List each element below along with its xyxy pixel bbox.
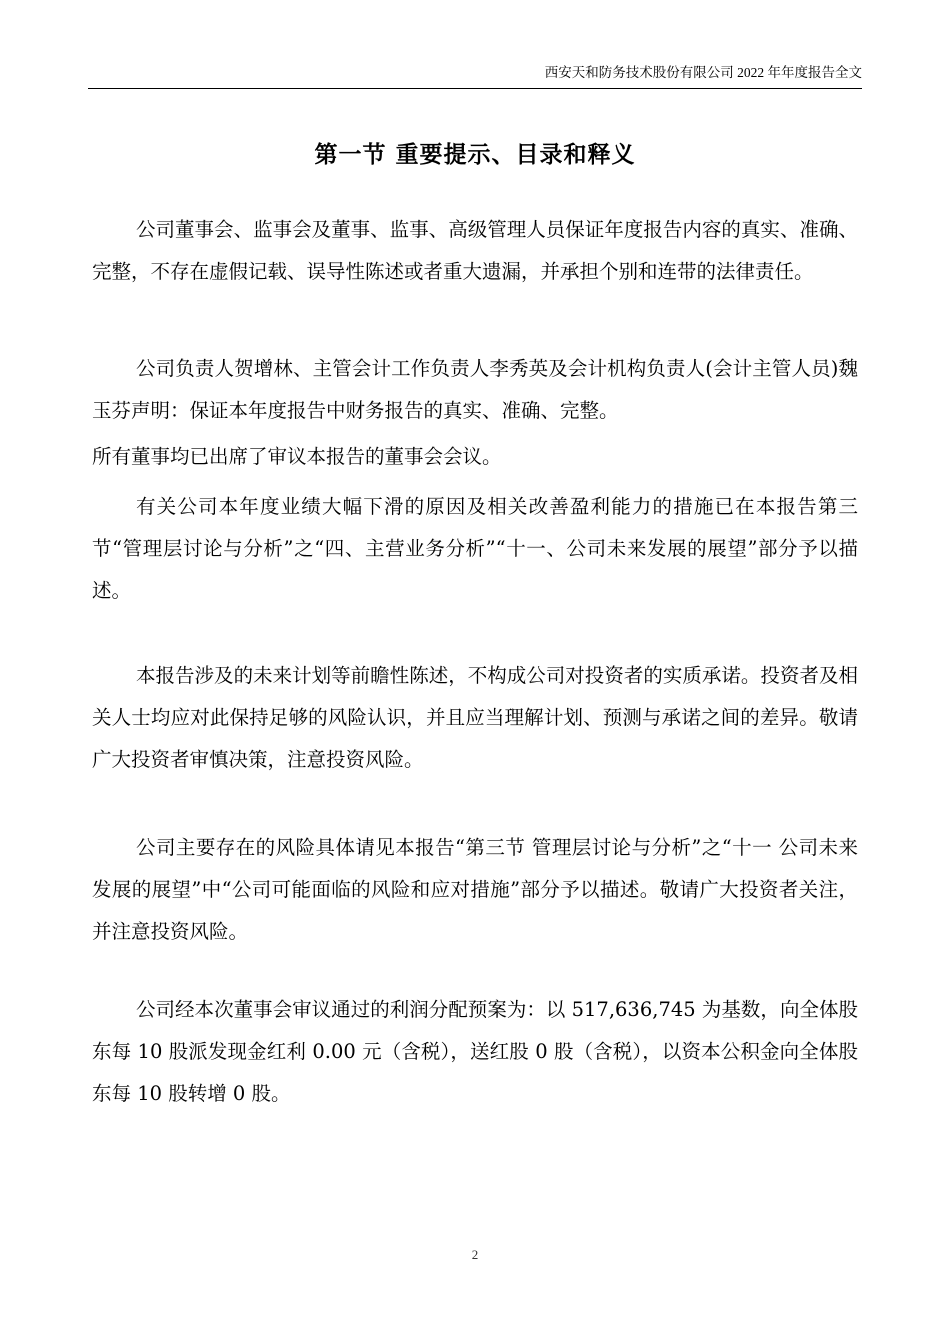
paragraph-directors-attendance: 所有董事均已出席了审议本报告的董事会会议。 xyxy=(92,445,502,468)
section-title: 第一节 重要提示、目录和释义 xyxy=(314,141,636,168)
paragraph-profit-distribution: 公司经本次董事会审议通过的利润分配预案为：以 517,636,745 为基数，向全体股东每 10 股派发现金红利 0.00 元（含税），送红股 0 股（含税），以资本公积金向全体股东每 10 股转增 0 股。 xyxy=(92,998,858,1105)
page-number: 2 xyxy=(471,1247,479,1262)
paragraph-board-guarantee: 公司董事会、监事会及董事、监事、高级管理人员保证年度报告内容的真实、准确、完整，不存在虚假记载、误导性陈述或者重大遗漏，并承担个别和连带的法律责任。 xyxy=(92,218,858,283)
paragraph-responsible-persons: 公司负责人贺增林、主管会计工作负责人李秀英及会计机构负责人(会计主管人员)魏玉芬声明：保证本年度报告中财务报告的真实、准确、完整。 xyxy=(92,357,858,422)
running-header: 西安天和防务技术股份有限公司 2022 年年度报告全文 xyxy=(544,65,862,80)
paragraph-risk-notice: 公司主要存在的风险具体请见本报告“第三节 管理层讨论与分析”之“十一 公司未来发展的展望”中“公司可能面临的风险和应对措施”部分予以描述。敬请广大投资者关注，并注意投资风险。 xyxy=(92,836,858,943)
paragraph-forward-looking: 本报告涉及的未来计划等前瞻性陈述，不构成公司对投资者的实质承诺。投资者及相关人士均应对此保持足够的风险认识，并且应当理解计划、预测与承诺之间的差异。敬请广大投资者审慎决策，注意投资风险。 xyxy=(92,664,858,771)
header-divider xyxy=(88,88,862,89)
paragraph-performance-decline: 有关公司本年度业绩大幅下滑的原因及相关改善盈利能力的措施已在本报告第三节“管理层讨论与分析”之“四、主营业务分析”“十一、公司未来发展的展望”部分予以描述。 xyxy=(92,495,858,602)
